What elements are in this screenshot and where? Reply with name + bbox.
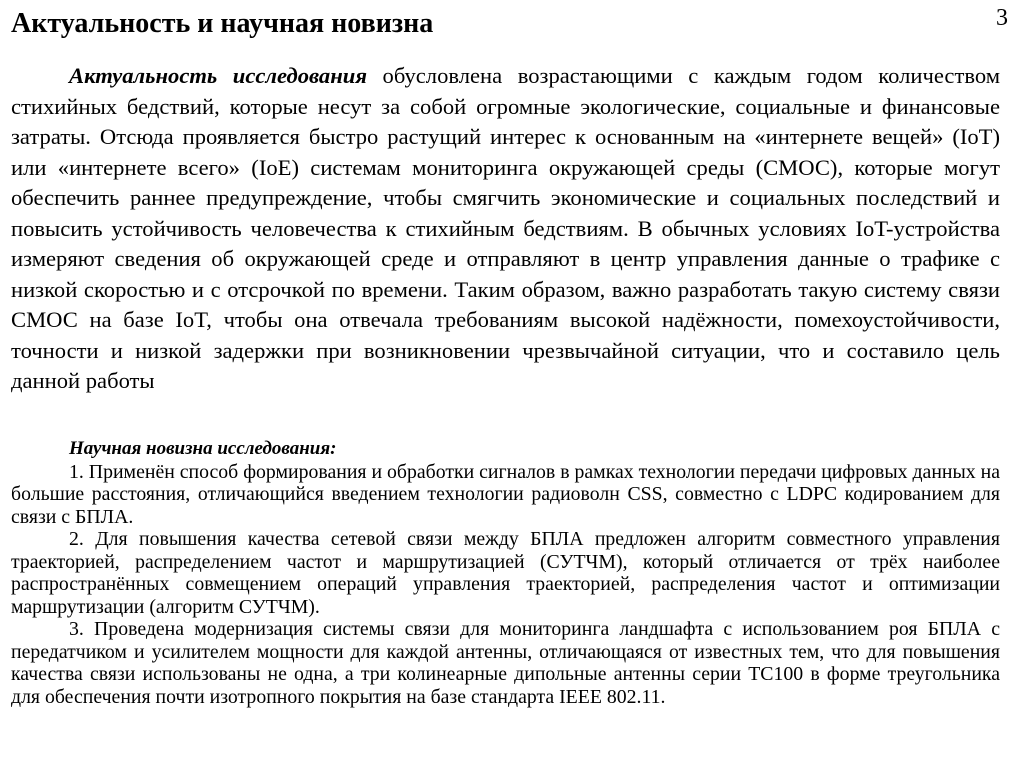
novelty-item-2: 2. Для повышения качества сетевой связи между БПЛА предложен алгоритм совместного управления траекторией, распределением частот и маршрутизацией (СУТЧМ), который отличается от трёх наиболее распространённых совмещением операций управления траекторией, распределения частот и оптимизации маршрутизации (алгоритм СУТЧМ). bbox=[11, 528, 1000, 618]
novelty-heading: Научная новизна исследования: bbox=[69, 438, 337, 459]
page-title: Актуальность и научная новизна bbox=[11, 8, 434, 39]
novelty-item-3: 3. Проведена модернизация системы связи для мониторинга ландшафта с использованием роя БПЛА с передатчиком и усилителем мощности для каждой антенны, отличающаяся от известных тем, что для повышения качества связи использованы не одна, а три колинеарные дипольные антенны серии TC100 в форме треугольника для обеспечения почти изотропного покрытия на базе стандарта IEEE 802.11. bbox=[11, 618, 1000, 708]
relevance-paragraph bbox=[11, 61, 1000, 397]
page-number: 3 bbox=[996, 5, 1008, 31]
relevance-text: обусловлена возрастающими с каждым годом количеством стихийных бедствий, которые несут за собой огромные экологические, социальные и финансовые затраты. Отсюда проявляется быстро растущий интерес к основанным на «интернете вещей» (IoT) или «интернете всего» (IoE) системам мониторинга окружающей среды (СМОС), которые могут обеспечить раннее предупреждение, чтобы смягчить экономические и социальных последствий и повысить устойчивость человечества к стихийным бедствиям. В обычных условиях IoT-устройства измеряют сведения об окружающей среде и отправляют в центр управления данные о трафике с низкой скоростью и с отсрочкой по времени. Таким образом, важно разработать такую систему связи СМОС на базе IoT, чтобы она отвечала требованиям высокой надёжности, помехоустойчивости, точности и низкой задержки при возникновении чрезвычайной ситуации, что и составило цель данной работы bbox=[11, 63, 1000, 393]
novelty-section bbox=[11, 438, 1000, 708]
novelty-item-1: 1. Применён способ формирования и обработки сигналов в рамках технологии передачи цифровых данных на большие расстояния, отличающийся введением технологии радиоволн CSS, совместно с LDPC кодированием для связи с БПЛА. bbox=[11, 460, 1000, 528]
relevance-lead: Актуальность исследования bbox=[69, 63, 367, 88]
